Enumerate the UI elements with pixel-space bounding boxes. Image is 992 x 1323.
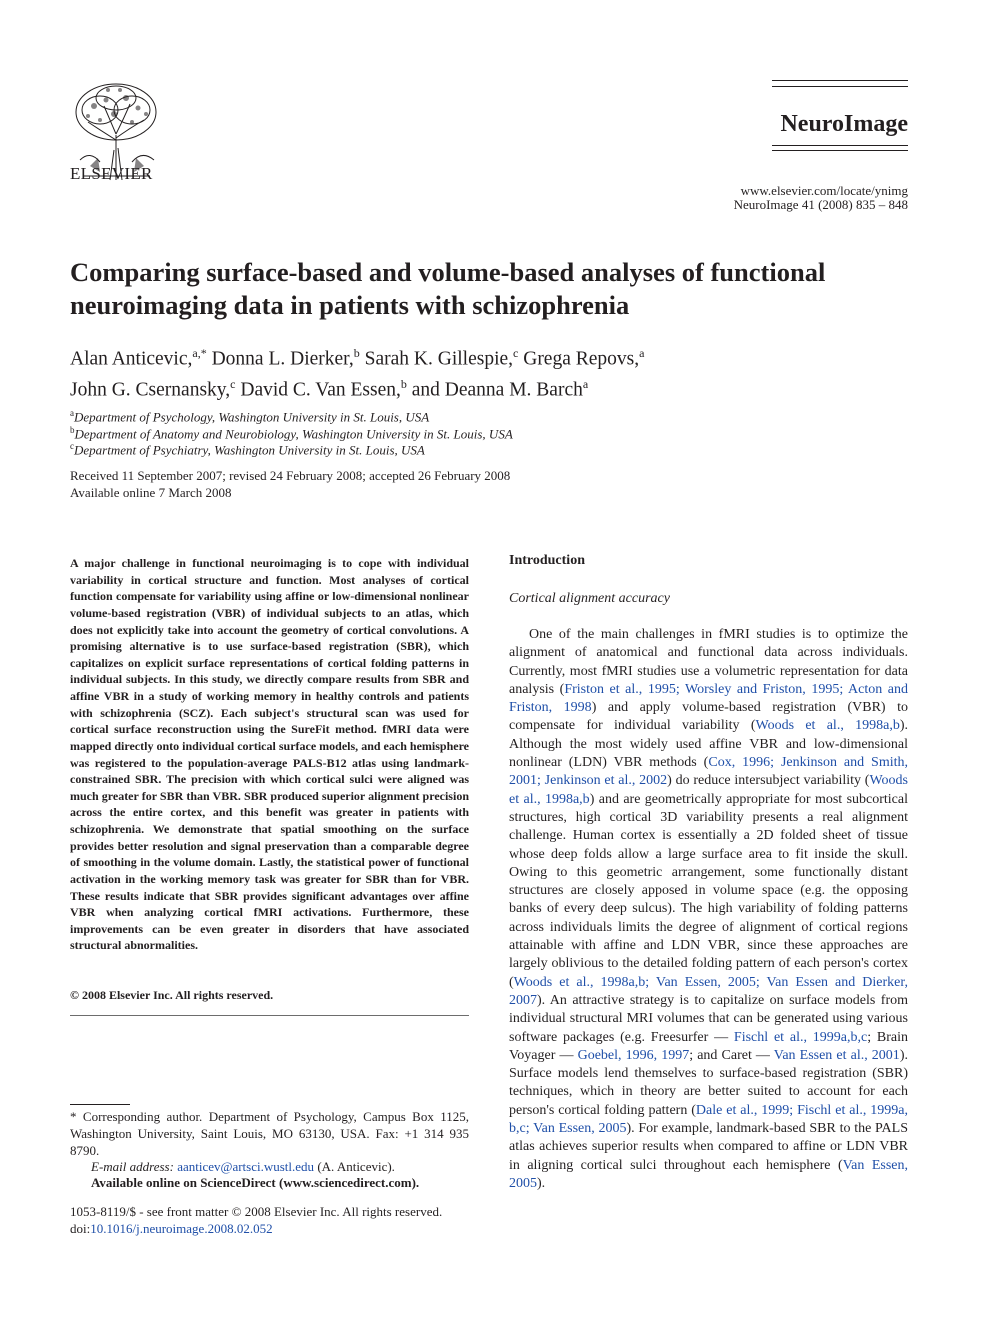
author-name: and Deanna M. Barch [411,379,583,400]
article-title [70,256,920,322]
affiliation-a [70,408,429,425]
body-text: ). For example, landmark-based SBR to the PALS atlas achieves superior results when compared to affine or LDN VBR in aligning cortical sulci throughout each hemisphere ( [509,1121,908,1173]
author-affiliation-mark: a,* [192,346,207,360]
author-affiliation-mark: a [582,376,589,391]
affiliation-text: Department of Psychiatry, Washington University in St. Louis, USA [74,442,425,458]
body-text: ; and Caret — [689,1047,774,1063]
doi-label: doi: [70,1221,91,1236]
affiliation-mark: a [70,408,74,418]
email-line [91,1159,395,1175]
affiliation-b [70,425,513,442]
email-suffix: (A. Anticevic). [314,1159,395,1174]
author-affiliation-mark: a [639,346,645,360]
abstract-text: A major challenge in functional neuroimaging is to cope with individual variability in cortical structure and function. Most analyses of cortical function compensate for variability using affine or low-dimensional nonlinear volume-based registration (VBR) of individual subjects to an atlas, which does not explicitly take into account the geometry of cortical convolutions. A promising alternative is to use surface-based registration (SBR), which capitalizes on explicit surface representations of cortical folding patterns in individual subjects. In this study, we directly compare results from SBR and affine VBR in a study of working memory in healthy controls and patients with schizophrenia (SCZ). Each subject's structural scan was used for cortical surface reconstruction using the SureFit method. fMRI data were mapped directly onto individual cortical surface models, and each hemisphere was registered to the population-average PALS-B12 atlas using landmark-constrained SBR. The precision with which cortical sulci were aligned was much greater for SBR than VBR. SBR produced superior alignment precision across the entire cortex, and this benefit was greater in patients with schizophrenia. We demonstrate that spatial smoothing on the surface provides better resolution and signal preservation than a comparable degree of smoothing in the volume domain. Lastly, the statistical power of functional activation in the working memory task was greater for SBR than for VBR. These results indicate that SBR provides significant advantages over affine VBR when analyzing cortical fMRI activations. Furthermore, these improvements can be even greater in disorders that have associated structural abnormalities. [70,556,469,953]
publisher-name: ELSEVIER [70,164,153,183]
body-text: ). [537,1175,546,1191]
corresponding-author-note: * Corresponding author. Department of Psychology, Campus Box 1125, Washington University, Saint Louis, MO 63130, USA. Fax: +1 314 935 8790. [70,1109,469,1158]
issn-line: 1053-8119/$ - see front matter © 2008 Elsevier Inc. All rights reserved. [70,1204,443,1219]
author-affiliation-mark: b [400,376,407,391]
reference-link[interactable]: Goebel, 1996, 1997 [577,1047,690,1063]
abstract-divider [70,1015,469,1016]
journal-url: www.elsevier.com/locate/ynimg [740,183,908,198]
title-line: neuroimaging data in patients with schizophrenia [70,290,630,320]
affiliation-mark: c [70,441,74,451]
body-text: ) and apply volume-based registration (VBR) to compensate for individual variability ( [509,700,908,734]
body-text: ) do reduce intersubject variability ( [667,773,870,789]
reference-link[interactable]: Woods et al., 1998a,b; Van Essen, 2005; Van Essen and Dierker, 2007 [509,974,908,1008]
body-text: ). Although the most widely used affine VBR and low-dimensional nonlinear (LDN) VBR methods ( [509,718,908,771]
header-rule [772,80,908,81]
body-text: ). Surface models lend themselves to surface-based registration (SBR) techniques, which in theory are better suited to account for each person's cortical folding pattern ( [509,1047,908,1118]
author-affiliation-mark: c [230,376,236,391]
body-text: ). An attractive strategy is to capitalize on surface models from individual structural MRI volumes that can be generated using various software packages (e.g. Freesurfer — [509,992,908,1045]
title-line: Comparing surface-based and volume-based analyses of functional [70,257,826,287]
reference-link[interactable]: Van Essen et al., 2001 [773,1047,900,1063]
author-name: David C. Van Essen, [240,379,401,400]
reference-link[interactable]: Woods et al., 1998a,b [509,773,908,807]
author-name: Alan Anticevic, [70,348,193,370]
body-text: ; Brain Voyager — [509,1029,908,1063]
affiliation-c [70,441,425,458]
available-online: Available online 7 March 2008 [70,485,232,500]
reference-link[interactable]: Friston et al., 1995; Worsley and Friston, 1995; Acton and Friston, 1998 [509,681,908,716]
header-rule [772,150,908,151]
affiliation-text: Department of Anatomy and Neurobiology, Washington University in St. Louis, USA [74,426,513,442]
email-link[interactable]: aanticev@artsci.wustl.edu [177,1159,315,1174]
subsection-heading: Cortical alignment accuracy [509,591,670,606]
email-label: E-mail address: [91,1159,174,1174]
section-heading: Introduction [509,553,585,568]
doi-link[interactable]: 10.1016/j.neuroimage.2008.02.052 [90,1221,273,1236]
author-name: Sarah K. Gillespie, [364,348,514,370]
reference-link[interactable]: Dale et al., 1999; Fischl et al., 1999a, b,c; Van Essen, 2005 [509,1102,908,1137]
author-name: Grega Repovs, [523,348,640,370]
journal-citation: NeuroImage 41 (2008) 835 – 848 [733,197,908,212]
author-name: Donna L. Dierker, [211,348,354,370]
reference-link[interactable]: Van Essen, 2005 [509,1157,908,1191]
reference-link[interactable]: Cox, 1996; Jenkinson and Smith, 2001; Jenkinson et al., 2002 [509,755,908,789]
received-dates: Received 11 September 2007; revised 24 February 2008; accepted 26 February 2008 [70,468,511,483]
body-paragraph [509,626,908,1193]
doi-line [70,1221,273,1237]
reference-link[interactable]: Fischl et al., 1999a,b,c [733,1029,868,1045]
author-list [70,341,920,402]
affiliation-text: Department of Psychology, Washington University in St. Louis, USA [74,409,430,425]
author-affiliation-mark: b [353,346,360,360]
header-rule [772,145,908,146]
author-name: John G. Csernansky, [70,379,231,400]
body-text: One of the main challenges in fMRI studies is to optimize the alignment of anatomical and functional data across individuals. Currently, most fMRI studies use a volumetric representation for data analysis ( [509,627,908,697]
sciencedirect-note: Available online on ScienceDirect (www.sciencedirect.com). [91,1175,420,1190]
copyright-notice: © 2008 Elsevier Inc. All rights reserved. [70,988,274,1002]
footnote-divider [70,1104,130,1105]
header-rule [772,86,908,87]
affiliation-mark: b [70,425,75,435]
body-text: ) and are geometrically appropriate for most subcortical structures, high cortical 3D variability presents a real alignment challenge. Human cortex is essentially a 2D folded sheet of tissue whose deep folds allow a large surface area to fit inside the skull. Owing to this geometric arrangement, some functionally distant structures are closely apposed in volume space (e.g. the opposing banks of every deep sulcus). The high variability of folding patterns across individuals limits the degree of alignment of cortical regions attainable with affine and LDN VBR, since these approaches are largely oblivious to the detailed folding pattern of each person's cortex ( [509,791,908,990]
reference-link[interactable]: Woods et al., 1998a,b [755,718,900,734]
journal-title: NeuroImage [780,111,908,137]
author-affiliation-mark: c [513,346,519,360]
